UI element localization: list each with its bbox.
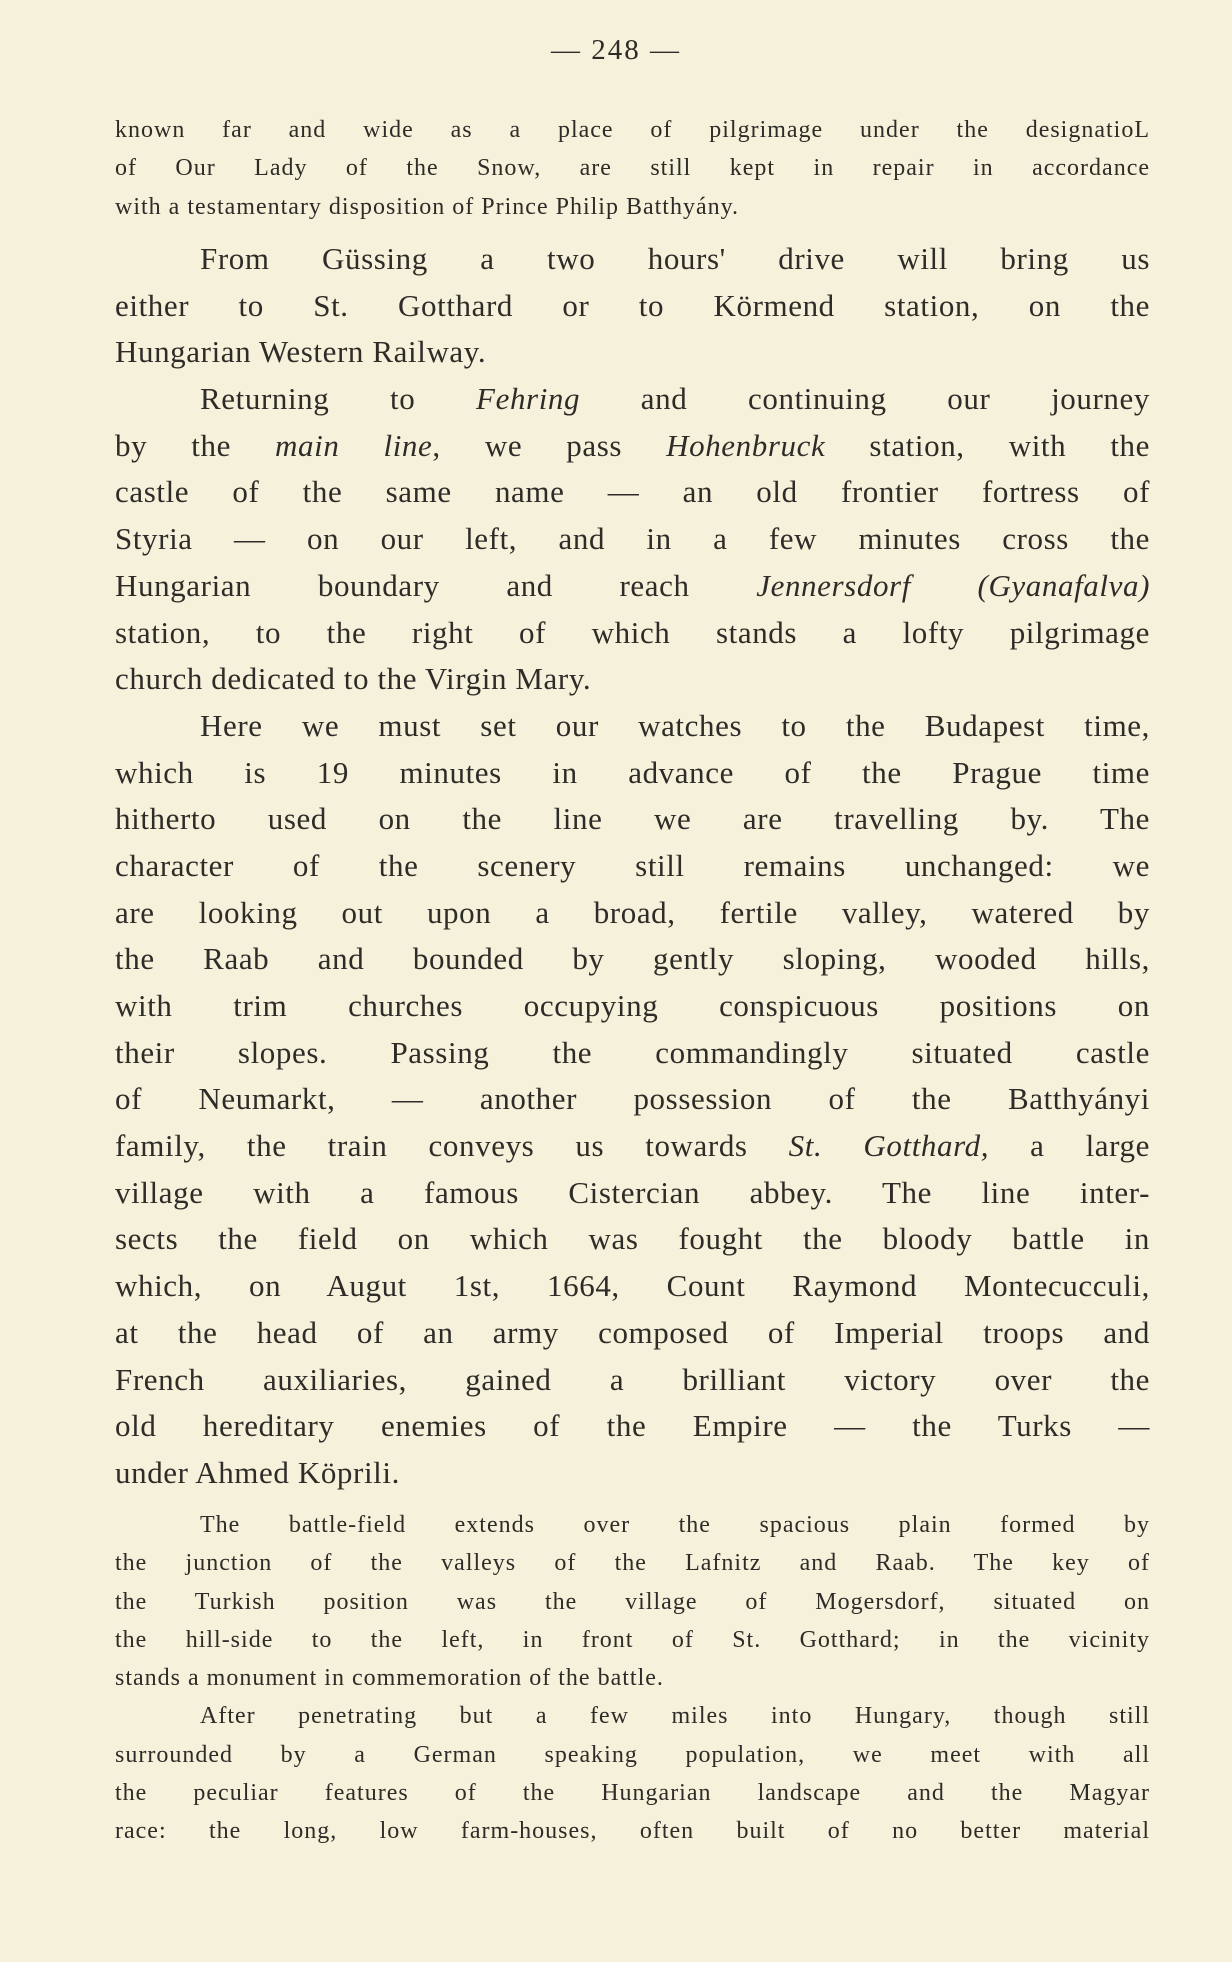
text-segment: The battle-field extends over the spacious plain formed by <box>200 1512 1150 1538</box>
text-segment: old hereditary enemies of the Empire — the Turks — <box>115 1408 1150 1444</box>
text-line <box>115 563 1150 610</box>
text-line <box>115 149 1150 187</box>
text-segment: either to St. Gotthard or to Körmend station, on the <box>115 287 1150 323</box>
text-line <box>115 329 1150 376</box>
text-line <box>115 1736 1150 1774</box>
text-segment: Styria — on our left, and in a few minutes cross the <box>115 521 1150 557</box>
text-segment: and continuing our journey <box>580 381 1150 417</box>
text-line <box>115 283 1150 330</box>
text-segment: a large <box>989 1128 1150 1164</box>
text-line <box>115 1621 1150 1659</box>
text-line <box>115 1659 1150 1697</box>
italic-text: St. Gotthard, <box>788 1128 990 1164</box>
text-segment: race: the long, low farm-houses, often built of no better material <box>115 1818 1150 1845</box>
text-segment: family, the train conveys us towards <box>115 1128 789 1164</box>
text-segment: with a testamentary disposition of Prince Philip Batthyány. <box>115 193 740 220</box>
text-line <box>115 423 1150 470</box>
text-segment: of Neumarkt, — another possession of the Batthyányi <box>115 1081 1150 1117</box>
text-line <box>115 188 1150 226</box>
italic-text: Jennersdorf (Gyanafalva) <box>756 567 1150 603</box>
text-line <box>115 656 1150 703</box>
text-line <box>115 1030 1150 1077</box>
main-text <box>115 236 1150 1497</box>
text-line <box>115 750 1150 797</box>
text-segment: station, to the right of which stands a lofty pilgrimage <box>115 614 1150 650</box>
text-segment: village with a famous Cistercian abbey. The line inter- <box>115 1174 1150 1210</box>
continued-paragraph <box>115 111 1150 226</box>
text-line <box>115 1450 1150 1497</box>
text-segment: castle of the same name — an old frontier fortress of <box>115 474 1150 510</box>
text-segment: station, with the <box>825 427 1150 463</box>
text-line <box>115 843 1150 890</box>
text-segment: Hungarian boundary and reach <box>115 567 757 603</box>
italic-text: Hohenbruck <box>666 427 826 463</box>
text-segment: church dedicated to the Virgin Mary. <box>115 661 592 697</box>
text-segment: After penetrating but a few miles into Hungary, though still <box>200 1703 1150 1730</box>
text-segment: of Our Lady of the Snow, are still kept in repair in accordance <box>115 155 1150 182</box>
page-number: — 248 — <box>551 34 681 66</box>
text-line <box>115 1774 1150 1812</box>
text-line <box>115 890 1150 937</box>
text-segment: the peculiar features of the Hungarian landscape and the Magyar <box>115 1780 1150 1807</box>
text-segment: known far and wide as a place of pilgrimage under the designatioL <box>115 117 1150 143</box>
text-segment: From Güssing a two hours' drive will bring us <box>200 241 1150 276</box>
text-line <box>115 1583 1150 1621</box>
text-line <box>115 376 1150 423</box>
text-segment: , we pass <box>432 427 667 463</box>
text-line <box>115 1216 1150 1263</box>
text-line <box>115 796 1150 843</box>
text-segment: sects the field on which was fought the bloody battle in <box>115 1221 1150 1257</box>
text-line <box>115 1170 1150 1217</box>
text-segment: which is 19 minutes in advance of the Prague time <box>115 754 1150 790</box>
text-line <box>115 1544 1150 1582</box>
footnote-text <box>115 1506 1150 1851</box>
text-line <box>115 1263 1150 1310</box>
text-segment: stands a monument in commemoration of the battle. <box>115 1665 664 1692</box>
text-segment: French auxiliaries, gained a brilliant victory over the <box>115 1361 1150 1397</box>
text-line <box>115 1403 1150 1450</box>
text-line <box>115 1357 1150 1404</box>
text-line <box>115 1310 1150 1357</box>
italic-text: main line <box>275 427 433 463</box>
text-segment: with trim churches occupying conspicuous positions on <box>115 988 1150 1023</box>
text-line <box>115 610 1150 657</box>
text-line <box>115 236 1150 283</box>
text-segment: the Turkish position was the village of Mogersdorf, situated on <box>115 1588 1150 1615</box>
text-segment: their slopes. Passing the commandingly situated castle <box>115 1034 1150 1070</box>
text-segment: Hungarian Western Railway. <box>115 334 487 370</box>
text-line <box>115 703 1150 750</box>
text-segment: the hill-side to the left, in front of St. Gotthard; in the vicinity <box>115 1626 1150 1653</box>
text-segment: by the <box>115 427 276 463</box>
text-segment: surrounded by a German speaking population, we meet with all <box>115 1741 1150 1768</box>
text-line <box>115 469 1150 516</box>
text-segment: the junction of the valleys of the Lafnitz and Raab. The key of <box>115 1550 1150 1577</box>
italic-text: Fehring <box>476 381 581 417</box>
text-segment: the Raab and bounded by gently sloping, wooded hills, <box>115 941 1150 977</box>
text-line <box>115 936 1150 983</box>
text-line <box>115 1506 1150 1544</box>
text-segment: Returning to <box>200 381 477 417</box>
text-segment: character of the scenery still remains unchanged: we <box>115 847 1150 883</box>
text-line <box>115 111 1150 149</box>
text-segment: which, on Augut 1st, 1664, Count Raymond Montecucculi, <box>115 1268 1150 1304</box>
text-segment: Here we must set our watches to the Budapest time, <box>200 707 1150 743</box>
text-line <box>115 516 1150 563</box>
text-line <box>115 1812 1150 1850</box>
text-segment: under Ahmed Köprili. <box>115 1454 400 1490</box>
text-line <box>115 1697 1150 1735</box>
text-segment: at the head of an army composed of Imperial troops and <box>115 1314 1150 1350</box>
text-line <box>115 1123 1150 1170</box>
text-segment: hitherto used on the line we are travelling by. The <box>115 801 1150 837</box>
text-line <box>115 1076 1150 1123</box>
text-line <box>115 983 1150 1030</box>
text-segment: are looking out upon a broad, fertile valley, watered by <box>115 894 1150 930</box>
